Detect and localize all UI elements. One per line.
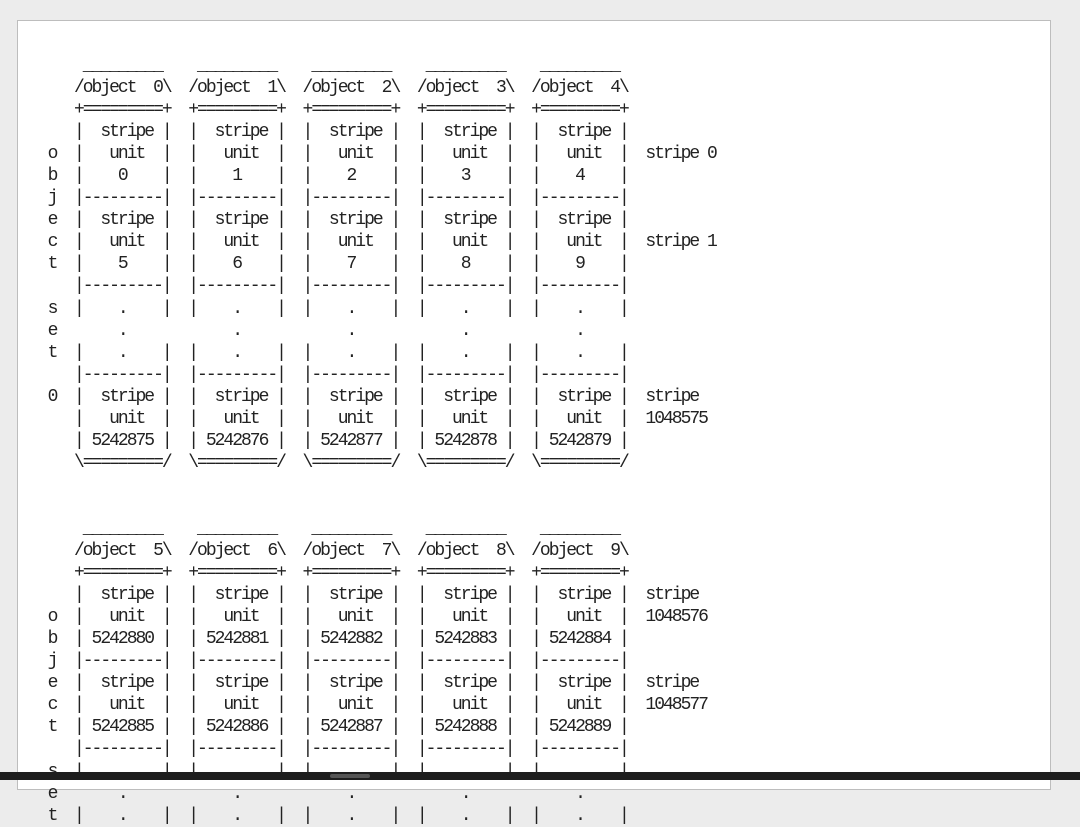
diagram-line: o | unit | | unit | | unit | | unit | | unit | stripe 0 [30,144,716,165]
diagram-line: e | stripe | | stripe | | stripe | | stripe | | stripe | stripe [30,673,699,694]
diagram-line: \=========/ \=========/ \=========/ \=========/ \=========/ [30,452,628,473]
diagram-line: _________ _________ _________ _________ _________ [30,518,620,539]
diagram-line: |---------| |---------| |---------| |---------| |---------| [30,276,628,297]
diagram-line: 0 | stripe | | stripe | | stripe | | stripe | | stripe | stripe [30,386,699,407]
diagram-line: +=========+ +=========+ +=========+ +=========+ +=========+ [30,563,628,584]
horizontal-scrollbar[interactable] [0,772,1080,780]
diagram-line: e . . . . . [30,320,584,341]
diagram-line: t | 5 | | 6 | | 7 | | 8 | | 9 | [30,254,628,275]
diagram-line: t | . | | . | | . | | . | | . | [30,342,628,363]
diagram-line: j |---------| |---------| |---------| |---------| |---------| [30,651,628,672]
diagram-line: o | unit | | unit | | unit | | unit | | unit | 1048576 [30,607,707,628]
diagram-line: |---------| |---------| |---------| |---------| |---------| [30,739,628,760]
diagram-line: e | stripe | | stripe | | stripe | | stripe | | stripe | [30,210,628,231]
diagram-line: t | . | | . | | . | | . | | . | [30,805,628,826]
diagram-line: b | 5242880 | | 5242881 | | 5242882 | | 5242883 | | 5242884 | [30,629,628,650]
diagram-line: b | 0 | | 1 | | 2 | | 3 | | 4 | [30,166,628,187]
diagram-line: c | unit | | unit | | unit | | unit | | unit | 1048577 [30,695,707,716]
diagram-line: _________ _________ _________ _________ _________ [30,56,620,76]
diagram-line: /object 0\ /object 1\ /object 2\ /object 3\ /object 4\ [30,78,628,99]
diagram-line: c | unit | | unit | | unit | | unit | | unit | stripe 1 [30,232,716,253]
diagram-line: t | 5242885 | | 5242886 | | 5242887 | | 5242888 | | 5242889 | [30,717,628,738]
diagram-line: e . . . . . [30,783,584,804]
scrollbar-thumb[interactable] [330,774,370,778]
diagram-line: | stripe | | stripe | | stripe | | stripe | | stripe | [30,122,628,143]
diagram-line: /object 5\ /object 6\ /object 7\ /object 8\ /object 9\ [30,541,628,562]
diagram-line: | stripe | | stripe | | stripe | | stripe | | stripe | stripe [30,585,699,606]
diagram-line: |---------| |---------| |---------| |---------| |---------| [30,364,628,385]
diagram-line: s | . | | . | | . | | . | | . | [30,298,628,319]
ascii-stripe-diagram [30,55,716,827]
diagram-line: j |---------| |---------| |---------| |---------| |---------| [30,188,628,209]
diagram-line: | 5242875 | | 5242876 | | 5242877 | | 5242878 | | 5242879 | [30,430,628,451]
document-page [17,20,1051,826]
diagram-line: +=========+ +=========+ +=========+ +=========+ +=========+ [30,100,628,121]
diagram-line: | unit | | unit | | unit | | unit | | unit | 1048575 [30,408,707,429]
